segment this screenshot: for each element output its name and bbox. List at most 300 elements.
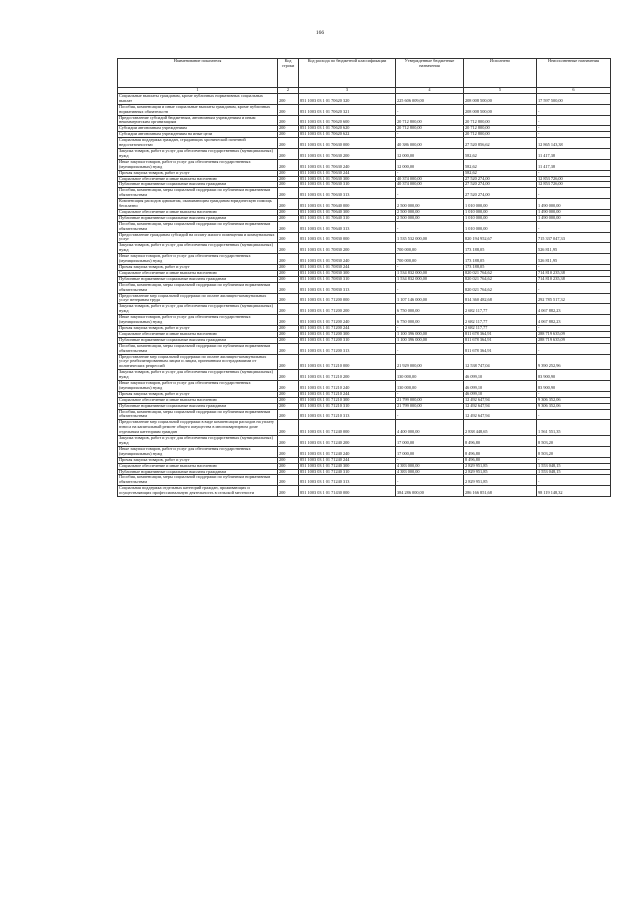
row-plan-cell: 4 400 000,00 [396,420,464,436]
row-name-cell: Пособия, компенсации, меры социальной поддержки по публичным нормативным обязательствам [118,221,278,232]
table-row [118,159,611,170]
header-code: Код строки [278,59,299,88]
row-name-cell: Иные закупки товаров, работ и услуг для обеспечения государственных (муниципальных) нужд [118,315,278,326]
row-plan-cell: 20 712 800,00 [396,126,464,132]
row-code-cell: 200 [278,436,299,447]
row-done-cell: 20 712 800,00 [464,126,537,132]
row-plan-cell: 1 534 832 000,00 [396,276,464,282]
table-row [118,293,611,304]
report-table-wrapper [117,58,610,497]
row-plan-cell: 2 500 000,00 [396,215,464,221]
row-name-cell: Социальное обеспечение и иные выплаты населению [118,176,278,182]
row-code-cell: 200 [278,343,299,354]
row-code-cell: 200 [278,254,299,265]
row-name-cell: Публичные нормативные социальные выплаты гражданам [118,182,278,188]
row-name-cell: Социальная поддержка граждан, страдающих хронической почечной недостаточностью [118,138,278,149]
header-kbk: Код расхода по бюджетной классификации [299,59,396,88]
row-name-cell: Предоставление мер социальной поддержки в виде компенсации расходов на уплату взноса на капитальный ремонт общего имущества в многоквартирном доме отдельным категориям граждан [118,420,278,436]
row-left-cell: 9 306 352,06 [537,397,611,403]
row-kbk-cell: 851 1003 03 1 01 71240 313 [299,475,396,486]
row-kbk-cell: 851 1003 03 1 01 70630 300 [299,176,396,182]
header-number: 3 [299,88,396,94]
row-code-cell: 200 [278,420,299,436]
row-name-cell: Субсидии автономным учреждениям на иные цели [118,132,278,138]
row-code-cell: 200 [278,469,299,475]
header-number: 2 [278,88,299,94]
row-name-cell: Пособия, компенсации и иные социальные выплаты гражданам, кроме публичных нормативных обязательств [118,104,278,115]
row-plan-cell: 384 286 000,00 [396,486,464,497]
row-left-cell: 8 503,20 [537,446,611,457]
row-left-cell: 714 810 235,38 [537,276,611,282]
row-done-cell: 2 838 448,65 [464,420,537,436]
row-code-cell: 200 [278,325,299,331]
row-name-cell: Предоставление субсидий бюджетным, автономным учреждениям и иным некоммерческим организациям [118,115,278,126]
table-row [118,436,611,447]
row-done-cell: 811 678 364,91 [464,331,537,337]
row-code-cell: 200 [278,463,299,469]
row-left-cell: - [537,325,611,331]
row-left-cell: 12 853 726,00 [537,176,611,182]
row-done-cell: 814 360 482,68 [464,293,537,304]
row-kbk-cell: 851 1003 03 1 01 70620 320 [299,93,396,104]
row-name-cell: Пособия, компенсации, меры социальной поддержки по публичным нормативным обязательствам [118,282,278,293]
row-plan-cell: 4 383 000,00 [396,469,464,475]
row-plan-cell: 2 500 000,00 [396,199,464,210]
row-plan-cell: 700 000,00 [396,243,464,254]
header-number: 1 [118,88,278,94]
row-done-cell: 820 194 952,67 [464,232,537,243]
row-kbk-cell: 851 1003 03 1 01 70620 622 [299,132,396,138]
row-plan-cell: - [396,221,464,232]
row-code-cell: 200 [278,126,299,132]
table-row [118,93,611,104]
row-name-cell: Публичные нормативные социальные выплаты гражданам [118,276,278,282]
header-name: Наименование показателя [118,59,278,88]
table-row [118,138,611,149]
row-kbk-cell: 851 1003 03 1 01 71210 310 [299,403,396,409]
row-left-cell: 98 119 148,32 [537,486,611,497]
header-done: Исполнено [464,59,537,88]
row-plan-cell: - [396,343,464,354]
row-done-cell: 2 682 117,77 [464,315,537,326]
row-done-cell: 582,62 [464,170,537,176]
row-left-cell: 714 810 235,38 [537,270,611,276]
row-kbk-cell: 851 1003 03 1 01 70630 313 [299,188,396,199]
row-done-cell: 173 188,05 [464,265,537,271]
row-left-cell: 9 306 352,06 [537,403,611,409]
row-plan-cell: 40 374 000,00 [396,182,464,188]
row-kbk-cell: 851 1003 03 1 01 70620 620 [299,126,396,132]
row-left-cell: 292 785 517,32 [537,293,611,304]
row-plan-cell: 1 107 146 000,00 [396,293,464,304]
row-plan-cell: 130 000,00 [396,381,464,392]
row-name-cell: Социальное обеспечение и иные выплаты населению [118,397,278,403]
header-number: 5 [464,88,537,94]
row-plan-cell: 17 000,00 [396,446,464,457]
row-left-cell: 4 067 882,23 [537,304,611,315]
row-plan-cell: - [396,409,464,420]
row-name-cell: Социальное обеспечение и иные выплаты населению [118,463,278,469]
row-left-cell: 11 417,38 [537,159,611,170]
row-name-cell: Закупка товаров, работ и услуг для обеспечения государственных (муниципальных) нужд [118,243,278,254]
row-left-cell: - [537,126,611,132]
row-left-cell: 12 865 143,38 [537,138,611,149]
page-number: 166 [315,30,325,36]
row-name-cell: Пособия, компенсации, меры социальной поддержки по публичным нормативным обязательствам [118,188,278,199]
row-name-cell: Прочая закупка товаров, работ и услуг [118,170,278,176]
row-kbk-cell: 851 1003 03 1 01 71210 244 [299,391,396,397]
row-plan-cell: - [396,457,464,463]
row-done-cell: 1 010 000,00 [464,221,537,232]
row-kbk-cell: 851 1003 03 1 01 71200 300 [299,331,396,337]
table-row [118,409,611,420]
row-done-cell: 46 099,10 [464,381,537,392]
row-kbk-cell: 851 1003 03 1 01 70830 300 [299,270,396,276]
row-left-cell: 1 490 000,00 [537,199,611,210]
row-plan-cell: 2 500 000,00 [396,209,464,215]
row-plan-cell: 40 386 000,00 [396,138,464,149]
row-plan-cell: 17 000,00 [396,436,464,447]
row-name-cell: Закупка товаров, работ и услуг для обеспечения государственных (муниципальных) нужд [118,304,278,315]
row-kbk-cell: 851 1003 03 1 01 71200 313 [299,343,396,354]
row-done-cell: 27 520 274,00 [464,188,537,199]
table-row [118,446,611,457]
row-kbk-cell: 851 1003 03 1 01 71240 000 [299,420,396,436]
table-row [118,232,611,243]
row-kbk-cell: 851 1003 03 1 01 70830 310 [299,276,396,282]
row-left-cell: 1 561 551,35 [537,420,611,436]
row-code-cell: 200 [278,176,299,182]
row-code-cell: 200 [278,170,299,176]
header-left: Неисполненные назначения [537,59,611,88]
row-code-cell: 200 [278,159,299,170]
row-kbk-cell: 851 1003 03 1 01 70620 321 [299,104,396,115]
row-left-cell: 715 337 047,33 [537,232,611,243]
row-plan-cell: - [396,188,464,199]
row-code-cell: 200 [278,138,299,149]
row-done-cell: 286 166 851,68 [464,486,537,497]
row-code-cell: 200 [278,209,299,215]
row-done-cell: 2 682 117,77 [464,304,537,315]
table-row [118,354,611,370]
row-name-cell: Социальное обеспечение и иные выплаты населению [118,209,278,215]
row-name-cell: Публичные нормативные социальные выплаты гражданам [118,337,278,343]
row-code-cell: 200 [278,276,299,282]
row-done-cell: 811 678 364,91 [464,337,537,343]
row-kbk-cell: 851 1003 03 1 01 70630 244 [299,170,396,176]
row-code-cell: 200 [278,148,299,159]
row-done-cell: 8 496,80 [464,436,537,447]
row-done-cell: 582,62 [464,159,537,170]
row-left-cell: 83 900,90 [537,370,611,381]
table-row [118,282,611,293]
row-done-cell: 12 492 647,94 [464,409,537,420]
row-done-cell: 20 712 800,00 [464,115,537,126]
row-code-cell: 200 [278,232,299,243]
row-code-cell: 200 [278,315,299,326]
row-done-cell: 2 829 951,85 [464,469,537,475]
row-kbk-cell: 851 1003 03 1 01 70630 200 [299,148,396,159]
row-left-cell: 1 490 000,00 [537,209,611,215]
row-kbk-cell: 851 1003 03 1 01 71210 240 [299,381,396,392]
row-left-cell: - [537,132,611,138]
row-left-cell: - [537,391,611,397]
header-plan: Утвержденные бюджетные назначения [396,59,464,88]
row-left-cell: - [537,221,611,232]
row-left-cell: 1 553 048,15 [537,463,611,469]
row-kbk-cell: 851 1003 03 1 01 70830 244 [299,265,396,271]
row-done-cell: 27 520 274,00 [464,182,537,188]
row-left-cell: 4 067 882,23 [537,315,611,326]
row-plan-cell: 225 606 009,00 [396,93,464,104]
row-code-cell: 200 [278,403,299,409]
row-code-cell: 200 [278,337,299,343]
row-code-cell: 200 [278,104,299,115]
row-done-cell: 27 520 856,62 [464,138,537,149]
row-plan-cell: 40 374 000,00 [396,176,464,182]
table-row [118,381,611,392]
row-done-cell: 2 829 951,85 [464,463,537,469]
row-kbk-cell: 851 1003 03 1 01 70630 310 [299,182,396,188]
row-kbk-cell: 851 1003 03 1 01 70630 240 [299,159,396,170]
row-plan-cell: - [396,132,464,138]
row-left-cell: 17 597 500,00 [537,93,611,104]
row-left-cell: - [537,188,611,199]
row-done-cell: 173 188,05 [464,254,537,265]
row-name-cell: Иные закупки товаров, работ и услуг для обеспечения государственных (муниципальных) нужд [118,254,278,265]
row-done-cell: 1 010 000,00 [464,215,537,221]
row-code-cell: 200 [278,270,299,276]
row-left-cell: - [537,104,611,115]
row-done-cell: 173 188,05 [464,243,537,254]
row-kbk-cell: 851 1003 03 1 01 71240 310 [299,469,396,475]
header-row [118,59,611,88]
row-code-cell: 200 [278,331,299,337]
row-left-cell: 1 553 048,15 [537,469,611,475]
row-left-cell: - [537,475,611,486]
row-kbk-cell: 851 1003 03 1 01 71200 000 [299,293,396,304]
row-code-cell: 200 [278,354,299,370]
row-done-cell: 12 492 647,94 [464,403,537,409]
row-name-cell: Иные закупки товаров, работ и услуг для обеспечения государственных (муниципальных) нужд [118,446,278,457]
row-done-cell: 1 010 000,00 [464,209,537,215]
row-left-cell: 526 811,95 [537,254,611,265]
row-done-cell: 820 021 764,62 [464,270,537,276]
header-number: 4 [396,88,464,94]
row-code-cell: 200 [278,132,299,138]
row-done-cell: 12 492 647,94 [464,397,537,403]
row-done-cell: 582,62 [464,148,537,159]
row-code-cell: 200 [278,457,299,463]
row-code-cell: 200 [278,265,299,271]
table-header [118,59,611,94]
row-code-cell: 200 [278,188,299,199]
row-plan-cell: 4 383 000,00 [396,463,464,469]
table-row [118,475,611,486]
row-name-cell: Предоставление гражданам субсидий на оплату жилого помещения и коммунальных услуг [118,232,278,243]
row-code-cell: 200 [278,381,299,392]
table-row [118,243,611,254]
table-row [118,486,611,497]
table-row [118,148,611,159]
row-code-cell: 200 [278,115,299,126]
row-left-cell: - [537,170,611,176]
row-name-cell: Закупка товаров, работ и услуг для обеспечения государственных (муниципальных) нужд [118,148,278,159]
row-plan-cell: 1 100 396 000,00 [396,331,464,337]
row-plan-cell: 1 100 396 000,00 [396,337,464,343]
row-code-cell: 200 [278,446,299,457]
row-kbk-cell: 851 1003 03 1 01 71210 000 [299,354,396,370]
row-left-cell: 12 853 726,00 [537,182,611,188]
row-plan-cell: 12 000,00 [396,159,464,170]
row-kbk-cell: 851 1003 03 1 01 70830 240 [299,254,396,265]
row-kbk-cell: 851 1003 03 1 01 71240 300 [299,463,396,469]
row-name-cell: Компенсация расходов адвокатам, оказывающим гражданам юридическую помощь бесплатно [118,199,278,210]
row-plan-cell: 1 535 532 000,00 [396,232,464,243]
row-name-cell: Закупка товаров, работ и услуг для обеспечения государственных (муниципальных) нужд [118,436,278,447]
row-kbk-cell: 851 1003 03 1 01 70640 313 [299,221,396,232]
row-kbk-cell: 851 1003 03 1 01 71200 200 [299,304,396,315]
row-done-cell: 20 712 800,00 [464,132,537,138]
row-done-cell: 208 008 500,00 [464,93,537,104]
row-code-cell: 200 [278,243,299,254]
table-row [118,199,611,210]
row-code-cell: 200 [278,215,299,221]
row-left-cell: - [537,265,611,271]
table-body [118,93,611,496]
expenditure-table [117,58,611,497]
row-name-cell: Иные закупки товаров, работ и услуг для обеспечения государственных (муниципальных) нужд [118,159,278,170]
row-done-cell: 27 520 274,00 [464,176,537,182]
table-row [118,343,611,354]
row-left-cell: 83 900,90 [537,381,611,392]
row-code-cell: 200 [278,409,299,420]
row-left-cell: 11 417,38 [537,148,611,159]
row-left-cell: 288 719 635,09 [537,337,611,343]
row-kbk-cell: 851 1003 03 1 01 70830 313 [299,282,396,293]
row-name-cell: Закупка товаров, работ и услуг для обеспечения государственных (муниципальных) нужд [118,370,278,381]
row-kbk-cell: 851 1003 03 1 01 70630 000 [299,138,396,149]
row-done-cell: 208 008 500,00 [464,104,537,115]
table-row [118,254,611,265]
row-name-cell: Прочая закупка товаров, работ и услуг [118,325,278,331]
row-done-cell: 12 538 747,04 [464,354,537,370]
row-left-cell: 9 390 252,96 [537,354,611,370]
row-plan-cell: - [396,475,464,486]
row-left-cell: - [537,282,611,293]
row-name-cell: Прочая закупка товаров, работ и услуг [118,457,278,463]
row-code-cell: 200 [278,282,299,293]
row-done-cell: 8 496,80 [464,457,537,463]
row-left-cell: - [537,115,611,126]
row-kbk-cell: 851 1003 03 1 01 71200 310 [299,337,396,343]
row-name-cell: Публичные нормативные социальные выплаты гражданам [118,215,278,221]
row-left-cell: - [537,343,611,354]
row-left-cell: 526 811,95 [537,243,611,254]
row-plan-cell: 21 799 000,00 [396,397,464,403]
table-row [118,304,611,315]
row-kbk-cell: 851 1003 03 1 01 71210 300 [299,397,396,403]
row-code-cell: 200 [278,397,299,403]
row-plan-cell: - [396,282,464,293]
row-kbk-cell: 851 1003 03 1 01 71240 200 [299,436,396,447]
row-name-cell: Пособия, компенсации, меры социальной поддержки по публичным нормативным обязательствам [118,475,278,486]
row-name-cell: Субсидии автономным учреждениям [118,126,278,132]
row-name-cell: Социальное обеспечение и иные выплаты населению [118,270,278,276]
row-kbk-cell: 851 1003 03 1 01 70620 600 [299,115,396,126]
row-kbk-cell: 851 1003 03 1 01 70640 310 [299,215,396,221]
row-code-cell: 200 [278,199,299,210]
row-name-cell: Иные закупки товаров, работ и услуг для обеспечения государственных (муниципальных) нужд [118,381,278,392]
row-kbk-cell: 851 1003 03 1 01 71210 313 [299,409,396,420]
row-code-cell: 200 [278,370,299,381]
row-done-cell: 820 021 764,62 [464,276,537,282]
row-plan-cell: 130 000,00 [396,370,464,381]
row-done-cell: 820 021 764,62 [464,282,537,293]
row-done-cell: 46 099,10 [464,391,537,397]
row-kbk-cell: 851 1003 03 1 01 71240 240 [299,446,396,457]
row-name-cell: Прочая закупка товаров, работ и услуг [118,265,278,271]
row-done-cell: 811 678 364,91 [464,343,537,354]
table-row [118,315,611,326]
row-code-cell: 200 [278,486,299,497]
table-row [118,188,611,199]
row-name-cell: Социальные выплаты гражданам, кроме публичных нормативных социальных выплат [118,93,278,104]
row-code-cell: 200 [278,221,299,232]
table-row [118,115,611,126]
row-plan-cell: - [396,104,464,115]
row-kbk-cell: 851 1003 03 1 01 70830 000 [299,232,396,243]
row-left-cell: 1 490 000,00 [537,215,611,221]
row-code-cell: 200 [278,182,299,188]
row-kbk-cell: 851 1003 03 1 01 70640 300 [299,209,396,215]
row-code-cell: 200 [278,475,299,486]
row-left-cell: 288 719 635,09 [537,331,611,337]
row-plan-cell: - [396,265,464,271]
table-row [118,420,611,436]
row-plan-cell: 21 929 000,00 [396,354,464,370]
row-plan-cell: - [396,391,464,397]
row-name-cell: Пособия, компенсации, меры социальной поддержки по публичным нормативным обязательствам [118,409,278,420]
row-plan-cell: 6 750 000,00 [396,304,464,315]
row-kbk-cell: 851 1003 03 1 01 71240 244 [299,457,396,463]
row-kbk-cell: 851 1003 03 1 01 71210 200 [299,370,396,381]
row-done-cell: 8 496,80 [464,446,537,457]
row-plan-cell: 1 534 832 000,00 [396,270,464,276]
row-done-cell: 2 829 951,85 [464,475,537,486]
row-left-cell: 8 503,20 [537,436,611,447]
row-plan-cell: 700 000,00 [396,254,464,265]
row-name-cell: Социальное обеспечение и иные выплаты населению [118,331,278,337]
row-name-cell: Публичные нормативные социальные выплаты гражданам [118,469,278,475]
row-left-cell: - [537,457,611,463]
row-kbk-cell: 851 1003 03 1 01 71430 000 [299,486,396,497]
row-plan-cell: 6 750 000,00 [396,315,464,326]
row-name-cell: Пособия, компенсации, меры социальной поддержки по публичным нормативным обязательствам [118,343,278,354]
row-plan-cell: - [396,170,464,176]
row-done-cell: 2 682 117,77 [464,325,537,331]
row-name-cell: Социальная поддержка отдельных категорий граждан, проживающих и осуществляющих профессиональную деятельность в сельской местности [118,486,278,497]
row-code-cell: 200 [278,391,299,397]
row-plan-cell: 21 799 000,00 [396,403,464,409]
row-left-cell: - [537,409,611,420]
row-code-cell: 200 [278,304,299,315]
row-name-cell: Публичные нормативные социальные выплаты гражданам [118,403,278,409]
table-row [118,104,611,115]
row-plan-cell: - [396,325,464,331]
row-name-cell: Предоставление мер социальной поддержки по оплате жилищно-коммунальных услуг ветеранам труда [118,293,278,304]
row-kbk-cell: 851 1003 03 1 01 70640 000 [299,199,396,210]
